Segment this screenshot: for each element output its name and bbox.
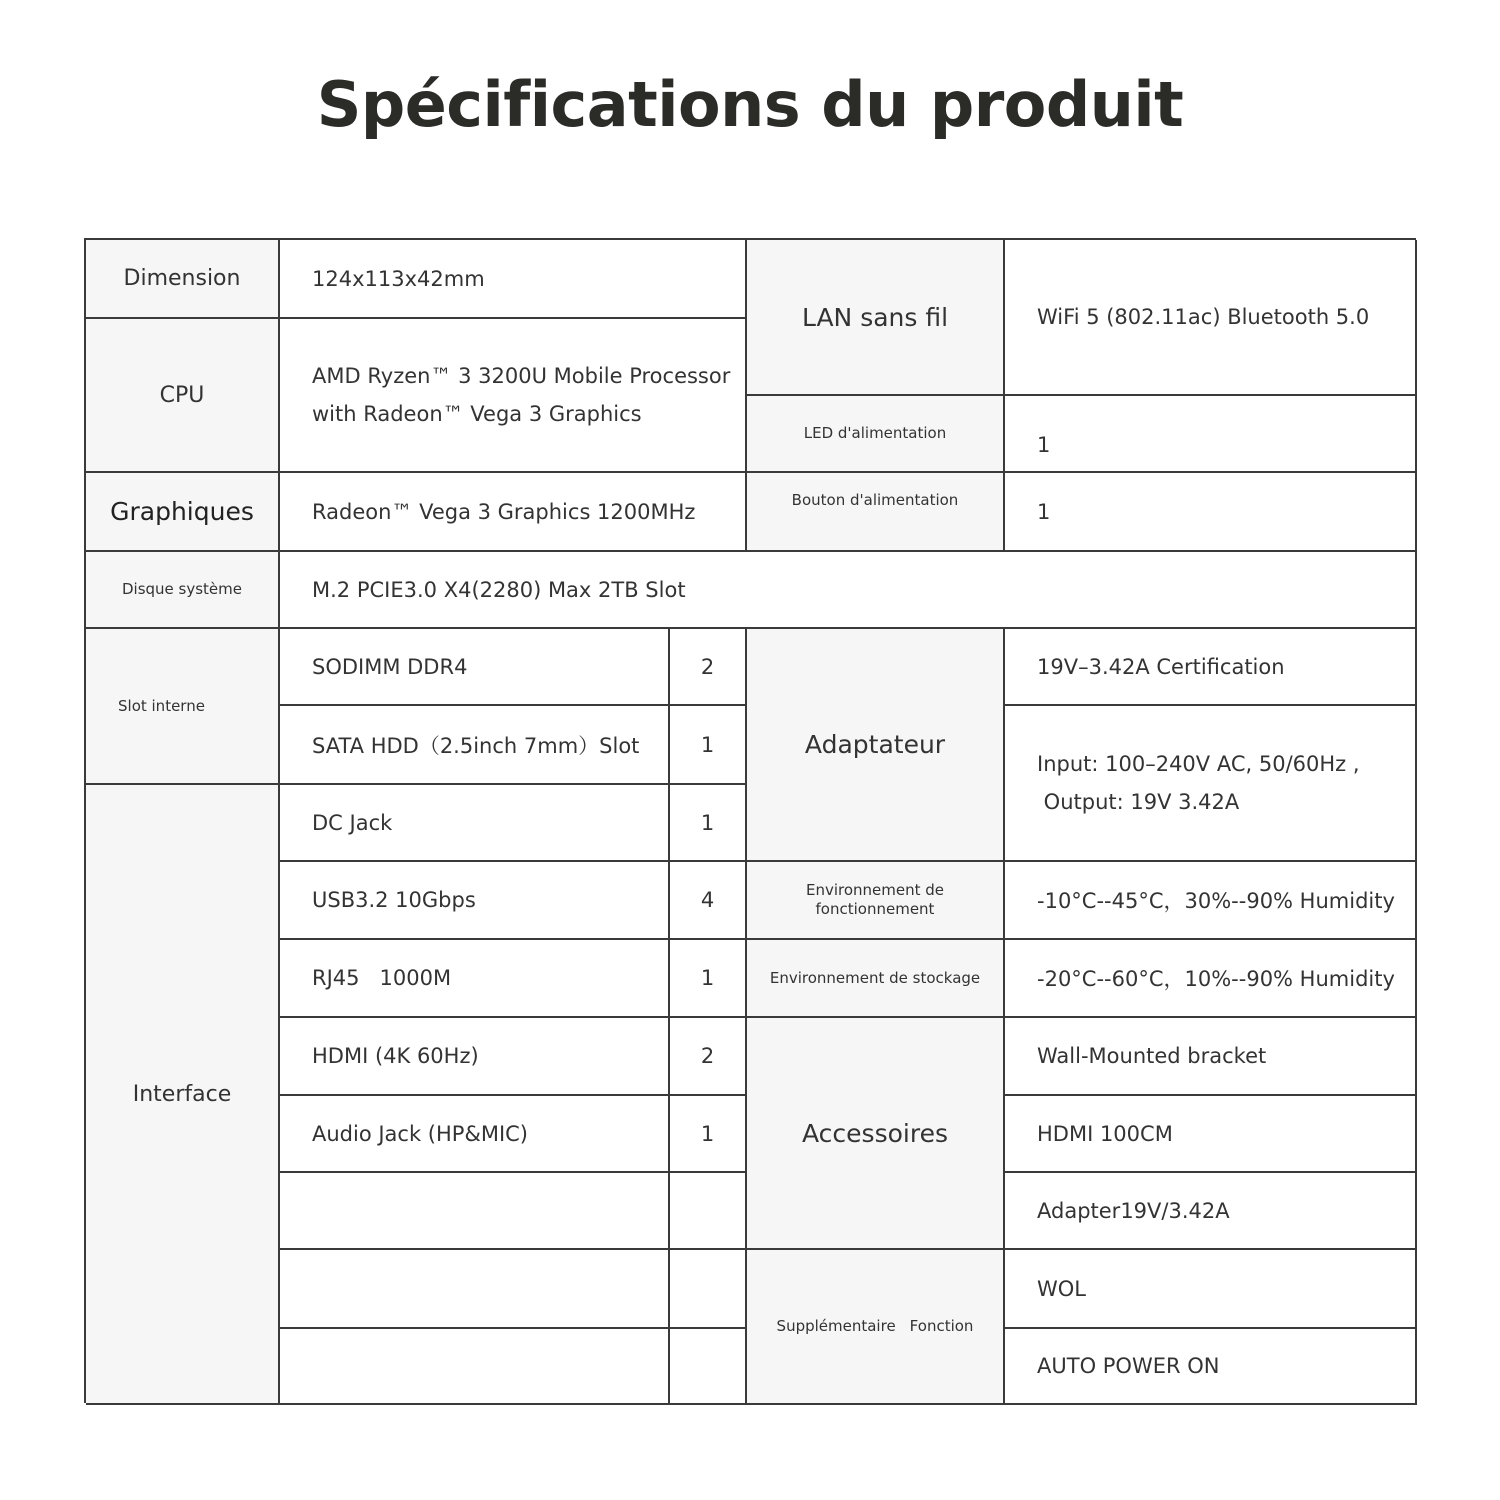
extra-function-item: WOL (1005, 1250, 1417, 1329)
accessory-item: HDMI 100CM (1005, 1096, 1417, 1173)
interface-empty-cell (670, 1329, 747, 1405)
adapter-output-line: Output: 19V 3.42A (1037, 790, 1240, 814)
internal-slot-item-qty: 2 (670, 629, 747, 706)
interface-item-qty: 2 (670, 1018, 747, 1096)
interface-empty-cell (280, 1173, 670, 1250)
internal-slot-item-name: SODIMM DDR4 (280, 629, 670, 706)
wireless-label: LAN sans fil (747, 240, 1005, 396)
dimension-value: 124x113x42mm (280, 240, 747, 319)
interface-item-name: RJ45 1000M (280, 940, 670, 1018)
power-led-value: 1 (1005, 396, 1417, 473)
adapter-input-line: Input: 100–240V AC, 50/60Hz , (1037, 752, 1360, 776)
cpu-label: CPU (86, 319, 280, 473)
operating-env-label: Environnement de fonctionnement (747, 862, 1005, 940)
graphics-value: Radeon™ Vega 3 Graphics 1200MHz (280, 473, 747, 552)
interface-item-name: HDMI (4K 60Hz) (280, 1018, 670, 1096)
extra-function-item: AUTO POWER ON (1005, 1329, 1417, 1405)
accessory-item: Wall-Mounted bracket (1005, 1018, 1417, 1096)
interface-empty-cell (670, 1173, 747, 1250)
adapter-io (1005, 706, 1417, 862)
cpu-value-line2: with Radeon™ Vega 3 Graphics (312, 402, 642, 426)
accessory-item: Adapter19V/3.42A (1005, 1173, 1417, 1250)
interface-item-qty: 1 (670, 940, 747, 1018)
system-disk-label: Disque système (86, 552, 280, 629)
adapter-certification: 19V–3.42A Certification (1005, 629, 1417, 706)
wireless-value: WiFi 5 (802.11ac) Bluetooth 5.0 (1005, 240, 1417, 396)
power-led-label: LED d'alimentation (747, 396, 1005, 473)
interface-empty-cell (280, 1250, 670, 1329)
internal-slot-label: Slot interne (86, 629, 280, 785)
page-title: Spécifications du produit (316, 68, 1184, 141)
spec-table (84, 238, 1416, 1403)
interface-empty-cell (670, 1250, 747, 1329)
cpu-value-line1: AMD Ryzen™ 3 3200U Mobile Processor (312, 364, 731, 388)
internal-slot-item-name: SATA HDD（2.5inch 7mm）Slot (280, 706, 670, 785)
interface-item-name: USB3.2 10Gbps (280, 862, 670, 940)
power-button-value: 1 (1005, 473, 1417, 552)
interface-item-qty: 1 (670, 785, 747, 862)
operating-env-value: -10°C--45°C，30%--90% Humidity (1005, 862, 1417, 940)
adapter-label: Adaptateur (747, 629, 1005, 862)
interface-item-qty: 4 (670, 862, 747, 940)
extra-function-label-word1: Supplémentaire (776, 1317, 896, 1335)
dimension-label: Dimension (86, 240, 280, 319)
extra-function-label-word2: Fonction (909, 1317, 974, 1335)
extra-function-label (747, 1250, 1005, 1405)
graphics-label: Graphiques (86, 473, 280, 552)
interface-empty-cell (280, 1329, 670, 1405)
cpu-value (280, 319, 747, 473)
extra-function-label-text (777, 1317, 974, 1336)
power-button-label: Bouton d'alimentation (747, 473, 1005, 552)
system-disk-value: M.2 PCIE3.0 X4(2280) Max 2TB Slot (280, 552, 1417, 629)
interface-item-name: Audio Jack (HP&MIC) (280, 1096, 670, 1173)
interface-label: Interface (86, 785, 280, 1405)
interface-item-qty: 1 (670, 1096, 747, 1173)
storage-env-value: -20°C--60°C，10%--90% Humidity (1005, 940, 1417, 1018)
storage-env-label: Environnement de stockage (747, 940, 1005, 1018)
accessories-label: Accessoires (747, 1018, 1005, 1250)
internal-slot-item-qty: 1 (670, 706, 747, 785)
interface-item-name: DC Jack (280, 785, 670, 862)
